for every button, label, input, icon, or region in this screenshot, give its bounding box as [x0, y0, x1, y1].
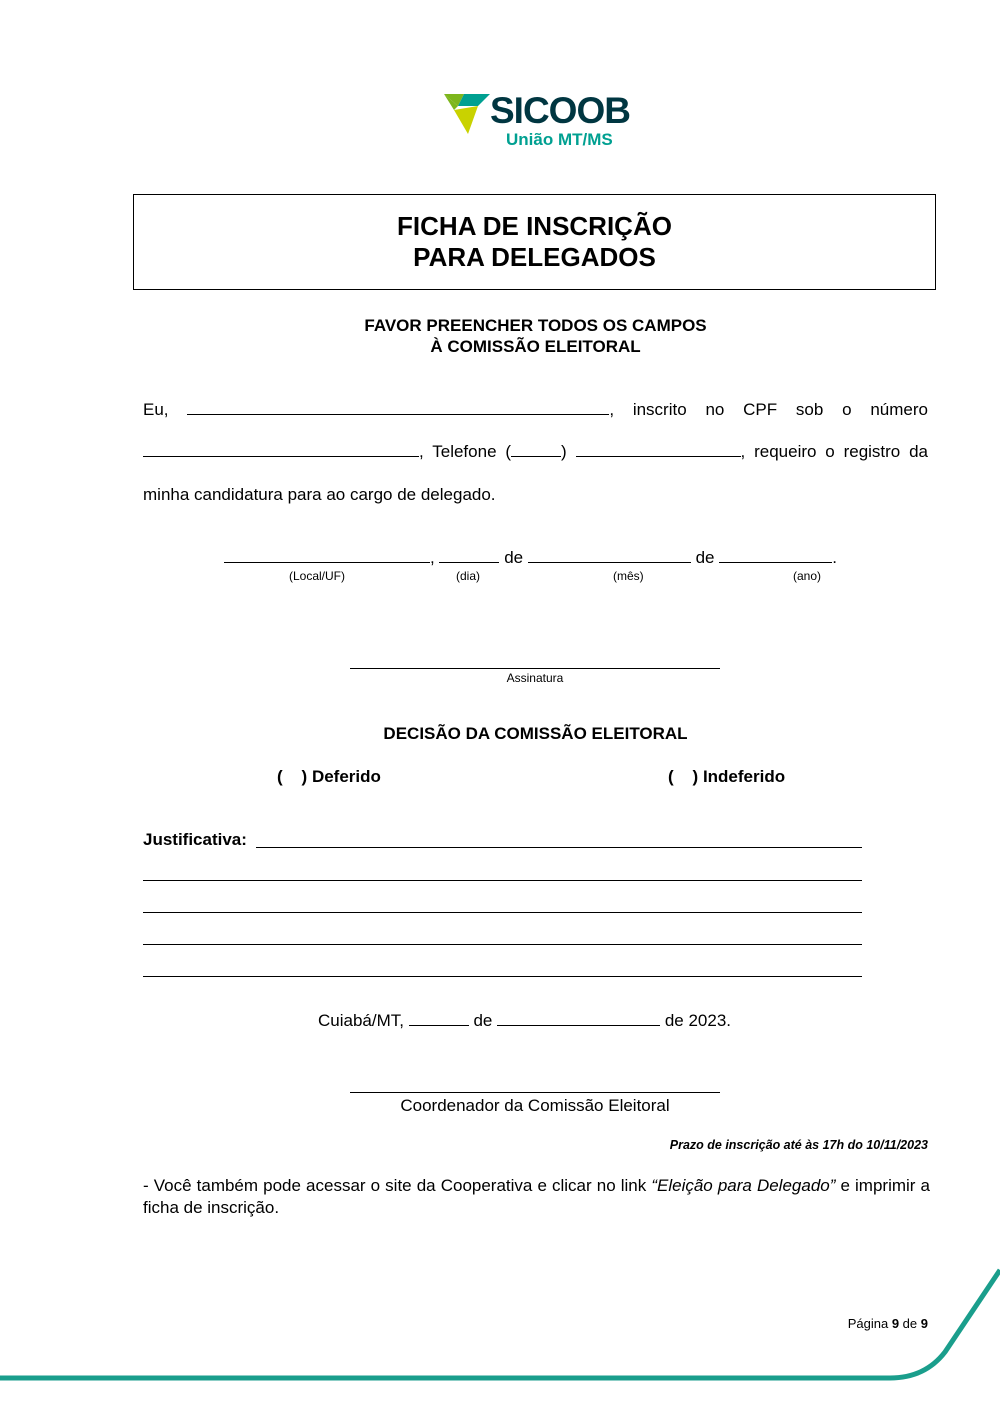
footer-swoosh	[0, 1260, 1000, 1390]
text-cpf: , inscrito no CPF sob o número	[609, 400, 928, 419]
closing-month-field[interactable]	[497, 1011, 660, 1026]
text-de: de	[473, 1011, 493, 1030]
total-pages: 9	[920, 1316, 928, 1331]
logo-mark-icon	[444, 92, 494, 136]
ddd-field[interactable]	[511, 442, 561, 457]
logo-subtitle: União MT/MS	[506, 130, 613, 149]
deferido-option[interactable]: ( ) Deferido	[277, 767, 381, 786]
justificativa-label: Justificativa:	[143, 830, 247, 849]
signature-label: Assinatura	[506, 671, 564, 685]
note-text: - Você também pode acessar o site da Cooperativa e clicar no link	[143, 1176, 652, 1195]
text-de: de	[695, 548, 715, 567]
text-city: Cuiabá/MT,	[318, 1011, 404, 1030]
closing-date-line	[318, 1011, 731, 1031]
title-line2: PARA DELEGADOS	[413, 242, 656, 272]
cpf-field[interactable]	[143, 442, 419, 457]
coordinator-label: Coordenador da Comissão Eleitoral	[400, 1096, 670, 1115]
indeferido-option[interactable]: ( ) Indeferido	[668, 767, 786, 786]
deadline-note: Prazo de inscrição até às 17h do 10/11/2023	[669, 1138, 928, 1152]
text-telefone: , Telefone (	[419, 442, 512, 461]
logo-brand: SICOOB	[490, 90, 630, 131]
sicoob-logo	[444, 92, 634, 152]
text-paren: )	[561, 442, 567, 461]
label-mes: (mês)	[613, 569, 644, 583]
form-line-1	[143, 400, 928, 420]
text-eu: Eu,	[143, 400, 169, 419]
current-page: 9	[891, 1316, 900, 1331]
title-line1: FICHA DE INSCRIÇÃO	[397, 211, 672, 241]
year-field[interactable]	[719, 548, 832, 563]
title-box	[133, 194, 936, 290]
text-period: .	[832, 548, 837, 567]
justificativa-line[interactable]	[256, 847, 862, 848]
site-note	[143, 1175, 930, 1219]
local-field[interactable]	[224, 548, 430, 563]
name-field[interactable]	[187, 400, 609, 415]
phone-field[interactable]	[576, 442, 741, 457]
instructions-line2: À COMISSÃO ELEITORAL	[430, 337, 641, 356]
text-de: de	[504, 548, 524, 567]
form-line-2	[143, 442, 928, 462]
month-field[interactable]	[528, 548, 691, 563]
justificativa-line[interactable]	[143, 912, 862, 913]
instructions	[133, 315, 938, 357]
day-field[interactable]	[439, 548, 499, 563]
form-line-3: minha candidatura para ao cargo de delegado.	[143, 485, 496, 504]
date-line	[224, 548, 837, 568]
justificativa-line[interactable]	[143, 976, 862, 977]
justificativa-line[interactable]	[143, 880, 862, 881]
instructions-line1: FAVOR PREENCHER TODOS OS CAMPOS	[364, 316, 707, 335]
decision-heading: DECISÃO DA COMISSÃO ELEITORAL	[383, 724, 688, 743]
eleicao-link[interactable]: “Eleição para Delegado”	[651, 1176, 836, 1195]
coordinator-signature-line[interactable]	[350, 1092, 720, 1093]
signature-line[interactable]	[350, 668, 720, 669]
text-year: de 2023.	[664, 1011, 732, 1030]
label-local: (Local/UF)	[289, 569, 346, 583]
closing-day-field[interactable]	[409, 1011, 469, 1026]
text-comma: ,	[430, 548, 435, 567]
page-of: de	[902, 1316, 918, 1331]
label-ano: (ano)	[793, 569, 822, 583]
page-label: Página	[847, 1316, 889, 1331]
justificativa-line[interactable]	[143, 944, 862, 945]
label-dia: (dia)	[456, 569, 481, 583]
note-text: e imprimir a ficha de inscrição.	[143, 1176, 930, 1217]
text-requeiro: , requeiro o registro da	[740, 442, 928, 461]
